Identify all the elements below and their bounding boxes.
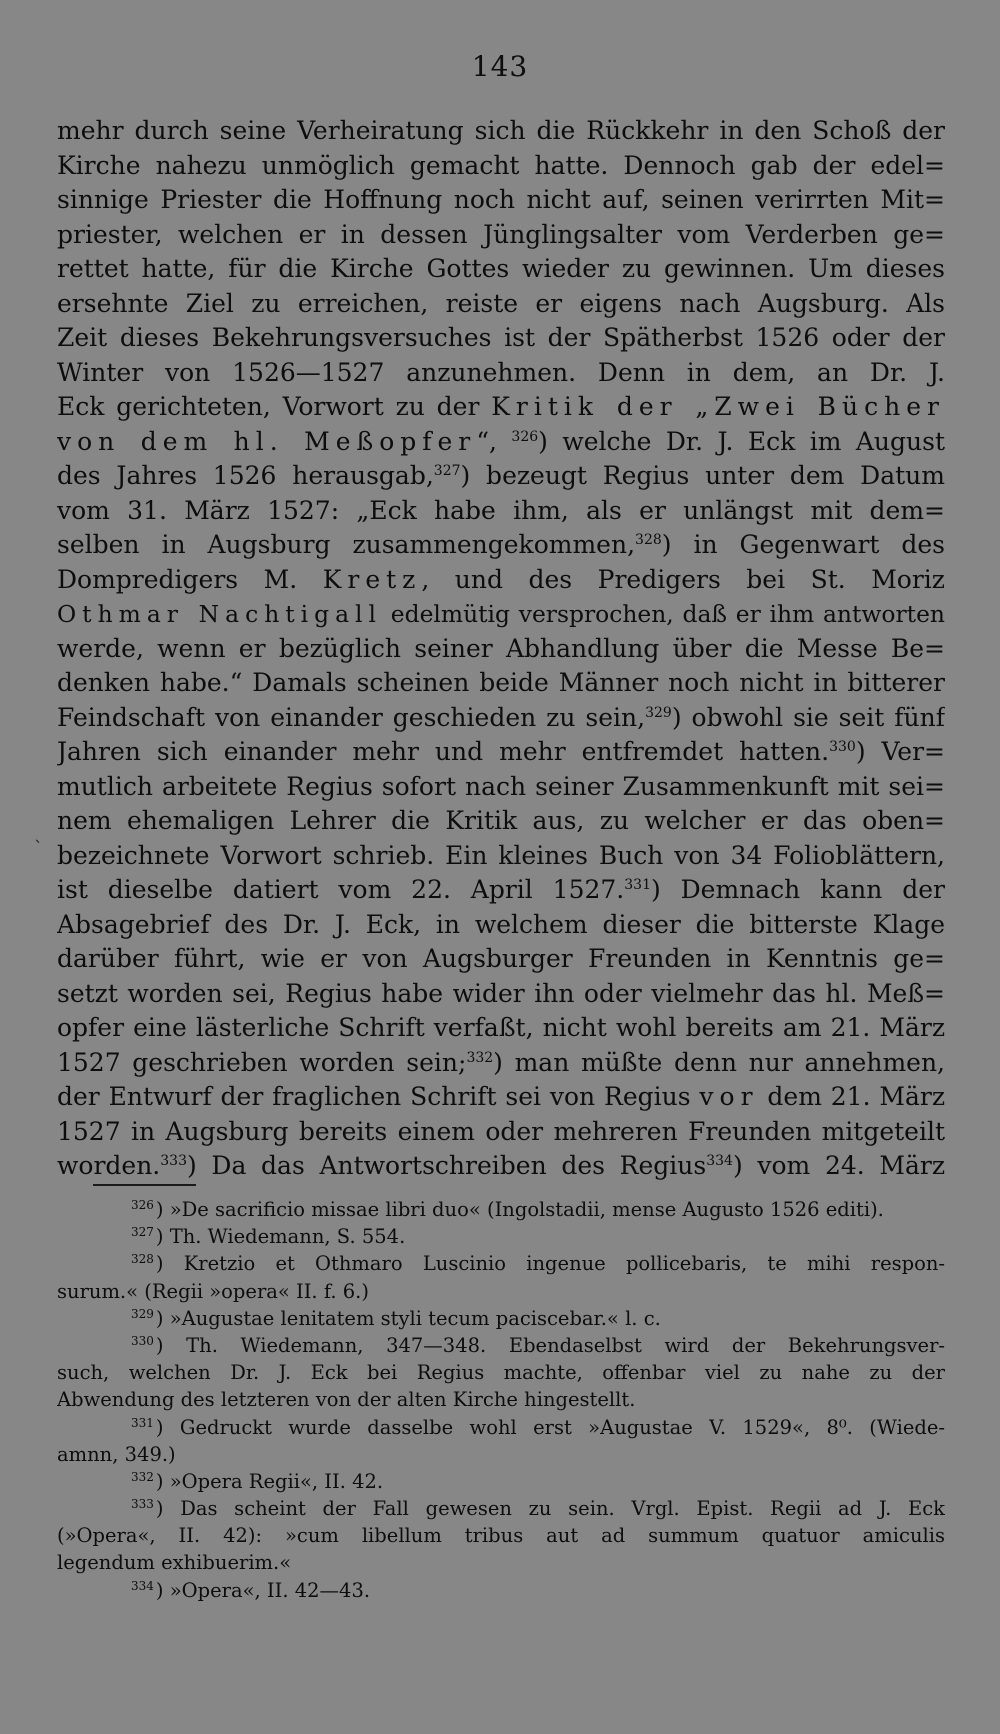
- footnote-entry: [57, 1468, 945, 1495]
- footnote-marker: 327: [131, 1225, 154, 1240]
- footnote-continuation: [57, 1549, 945, 1576]
- text-line: [57, 701, 945, 736]
- text-run: 1527 geschrieben worden sein;: [57, 1047, 467, 1077]
- footnote-continuation: [57, 1359, 945, 1386]
- text-run: ) man müßte denn nur annehmen,: [493, 1047, 945, 1077]
- text-run: werde, wenn er bezüglich seiner Abhandlung über die Messe Be=: [57, 633, 945, 663]
- emphasized-text: Kretz: [322, 564, 422, 594]
- text-run: Jahren sich einander mehr und mehr entfremdet hatten.: [57, 737, 830, 766]
- footnote-text: Th. Wiedemann, S. 554.: [169, 1225, 406, 1249]
- text-run: ) vom 24. März: [732, 1151, 945, 1180]
- text-run: mutlich arbeitete Regius sofort nach seiner Zusammenkunft mit sei=: [57, 771, 945, 801]
- text-line: [57, 632, 945, 667]
- footnote-text: Th. Wiedemann, 347—348. Ebendaselbst wird der Bekehrungsver-: [186, 1333, 945, 1357]
- text-run: priester, welchen er in dessen Jünglingsalter vom Verderben ge=: [57, 219, 945, 249]
- footnote-marker: 334: [131, 1578, 154, 1593]
- text-run: bezeichnete Vorwort schrieb. Ein kleines Buch von 34 Folioblättern,: [57, 840, 945, 870]
- footnote-marker: 332: [131, 1469, 154, 1484]
- text-line: [57, 218, 945, 253]
- text-run: setzt worden sei, Regius habe wider ihn oder vielmehr das hl. Meß=: [57, 978, 945, 1008]
- text-line: [57, 425, 945, 460]
- footnote-reference[interactable]: 326: [511, 428, 539, 445]
- text-run: selben in Augsburg zusammengekommen,: [57, 530, 636, 559]
- footnote-text: Kretzio et Othmaro Luscinio ingenue pollicebaris, te mihi respon-: [183, 1252, 945, 1276]
- footnote-continuation: [57, 1278, 945, 1305]
- text-run: ) bezeugt Regius unter dem Datum: [460, 461, 945, 490]
- footnote-marker: 329: [131, 1306, 154, 1321]
- text-run: vom 31. März 1527: „Eck habe ihm, als er unlängst mit dem=: [57, 495, 945, 525]
- footnote-continuation: [57, 1441, 945, 1468]
- text-run: edelmütig versprochen, daß er ihm antworten: [382, 600, 945, 628]
- footnote-text: »Augustae lenitatem styli tecum paciscebar.« l. c.: [169, 1306, 661, 1330]
- footnote-marker: 326: [131, 1198, 154, 1212]
- text-run: ) Da das Antwortschreiben des Regius: [186, 1151, 707, 1180]
- text-line: [57, 287, 945, 322]
- footnote-entry: [57, 1250, 945, 1277]
- footnote-reference[interactable]: 330: [829, 739, 856, 755]
- footnote-entry: [57, 1332, 945, 1359]
- text-run: darüber führt, wie er von Augsburger Freunden in Kenntnis ge=: [57, 944, 945, 973]
- text-line: [57, 597, 945, 632]
- text-line: [57, 839, 945, 874]
- text-line: [57, 390, 945, 425]
- footnote-text: »De sacrificio missae libri duo« (Ingolstadii, mense Augusto 1526 editi).: [169, 1198, 884, 1221]
- text-run: worden.: [57, 1151, 161, 1180]
- text-line: [57, 908, 945, 943]
- text-run: ) Demnach kann der: [650, 875, 945, 904]
- footnote-entry: [57, 1196, 945, 1223]
- text-run: Eck gerichteten, Vorwort zu der: [57, 392, 492, 421]
- footnote-continuation: [57, 1386, 945, 1413]
- text-line: [57, 252, 945, 287]
- text-run: Dompredigers M.: [57, 564, 323, 594]
- footnote-continuation: [57, 1522, 945, 1549]
- text-run: der Entwurf der fraglichen Schrift sei von Regius: [57, 1082, 700, 1111]
- text-line: [57, 321, 945, 356]
- emphasized-text: Kritik der „Zwei Bücher: [491, 392, 945, 421]
- text-run: rettet hatte, für die Kirche Gottes wieder zu gewinnen. Um dieses: [57, 254, 945, 283]
- text-line: [57, 563, 945, 598]
- footnote-text: amnn, 349.): [57, 1442, 176, 1466]
- text-run: mehr durch seine Verheiratung sich die Rückkehr in den Schoß der: [57, 116, 945, 145]
- text-run: 1527 in Augsburg bereits einem oder mehreren Freunden mitgeteilt: [57, 1116, 945, 1146]
- text-line: [57, 942, 945, 977]
- text-line: [57, 977, 945, 1012]
- footnote-text: legendum exhibuerim.«: [57, 1551, 292, 1575]
- footnote-marker: 328: [131, 1252, 154, 1267]
- emphasized-text: Othmar Nachtigall: [57, 600, 383, 628]
- text-line: [57, 666, 945, 701]
- text-run: “,: [476, 426, 512, 456]
- footnote-reference[interactable]: 331: [624, 877, 651, 893]
- stray-mark: `: [34, 838, 43, 859]
- footnote-text: such, welchen Dr. J. Eck bei Regius machte, offenbar viel zu nahe zu der: [57, 1361, 945, 1385]
- text-run: dem 21. März: [758, 1082, 945, 1111]
- text-line: [57, 114, 945, 149]
- text-run: Absagebrief des Dr. J. Eck, in welchem dieser die bitterste Klage: [57, 909, 945, 939]
- text-line: [57, 735, 945, 770]
- text-line: [57, 528, 945, 563]
- text-line: [57, 1080, 945, 1115]
- text-run: Winter von 1526—1527 anzunehmen. Denn in dem, an Dr. J.: [57, 357, 945, 387]
- text-line: [57, 183, 945, 218]
- footnote-marker: 330: [131, 1333, 154, 1348]
- footnote-text: »Opera«, II. 42—43.: [169, 1578, 371, 1602]
- footnote-separator: [93, 1184, 196, 1186]
- text-line: [57, 1011, 945, 1046]
- footnote-marker-paren: ): [155, 1306, 170, 1330]
- text-run: Zeit dieses Bekehrungsversuches ist der Spätherbst 1526 oder der: [57, 323, 945, 352]
- text-line: [57, 770, 945, 805]
- footnote-text: Das scheint der Fall gewesen zu sein. Vrgl. Epist. Regii ad J. Eck: [180, 1497, 945, 1521]
- text-run: denken habe.“ Damals scheinen beide Männer noch nicht in bitterer: [57, 668, 945, 697]
- text-run: ) obwohl sie seit fünf: [671, 702, 945, 732]
- footnote-reference[interactable]: 327: [433, 463, 461, 479]
- emphasized-text: von dem hl. Meßopfer: [57, 426, 477, 456]
- text-line: [57, 494, 945, 529]
- footnote-marker: 331: [131, 1415, 154, 1430]
- emphasized-text: vor: [699, 1082, 759, 1111]
- text-line: [57, 1149, 945, 1184]
- footnote-entry: [57, 1495, 945, 1522]
- footnote-marker-paren: ): [155, 1252, 184, 1276]
- footnote-text: Gedruckt wurde dasselbe wohl erst »Augustae V. 1529«, 8⁰. (Wiede-: [179, 1415, 945, 1439]
- text-run: Feindschaft von einander geschieden zu sein,: [57, 702, 646, 732]
- footnote-text: »Opera Regii«, II. 42.: [169, 1469, 384, 1493]
- text-run: nem ehemaligen Lehrer die Kritik aus, zu welcher er das oben=: [57, 806, 945, 835]
- text-run: , und des Predigers bei St. Moriz: [421, 564, 945, 594]
- text-run: sinnige Priester die Hoffnung noch nicht auf, seinen verirrten Mit=: [57, 185, 945, 214]
- text-line: [57, 459, 945, 494]
- text-line: [57, 873, 945, 908]
- text-line: [57, 149, 945, 184]
- footnote-marker: 333: [131, 1497, 154, 1512]
- text-run: ) Ver=: [855, 737, 945, 766]
- footnote-text: surum.« (Regii »opera« II. f. 6.): [57, 1279, 369, 1303]
- footnote-entry: [57, 1577, 945, 1604]
- footnote-entry: [57, 1305, 945, 1332]
- footnotes: [57, 1196, 945, 1604]
- footnote-marker-paren: ): [155, 1333, 187, 1357]
- text-line: [57, 356, 945, 391]
- footnote-reference[interactable]: 333: [160, 1153, 187, 1169]
- footnote-text: (»Opera«, II. 42): »cum libellum tribus aut ad summum quatuor amiculis: [57, 1524, 945, 1548]
- text-run: ist dieselbe datiert vom 22. April 1527.: [57, 875, 625, 904]
- footnote-marker-paren: ): [155, 1578, 170, 1602]
- page-number: 143: [471, 50, 529, 83]
- footnote-reference[interactable]: 328: [635, 532, 662, 548]
- text-line: [57, 1115, 945, 1150]
- text-run: opfer eine lästerliche Schrift verfaßt, nicht wohl bereits am 21. März: [57, 1013, 945, 1042]
- footnote-entry: [57, 1223, 945, 1250]
- text-run: Kirche nahezu unmöglich gemacht hatte. Dennoch gab der edel=: [57, 150, 945, 180]
- text-line: [57, 1046, 945, 1081]
- text-line: [57, 804, 945, 839]
- footnote-marker-paren: ): [155, 1469, 170, 1493]
- footnote-marker-paren: ): [155, 1415, 180, 1439]
- text-run: ) welche Dr. J. Eck im August: [538, 426, 945, 456]
- footnote-reference[interactable]: 334: [706, 1153, 733, 1169]
- text-run: des Jahres 1526 herausgab,: [57, 461, 434, 490]
- footnote-marker-paren: ): [155, 1198, 170, 1221]
- footnote-entry: [57, 1414, 945, 1441]
- footnote-marker-paren: ): [155, 1497, 181, 1521]
- footnote-reference[interactable]: 329: [645, 704, 672, 721]
- footnote-text: Abwendung des letzteren von der alten Kirche hingestellt.: [57, 1388, 636, 1412]
- footnote-reference[interactable]: 332: [466, 1049, 494, 1066]
- body-text: [57, 114, 945, 1184]
- text-run: ersehnte Ziel zu erreichen, reiste er eigens nach Augsburg. Als: [57, 288, 945, 318]
- text-run: ) in Gegenwart des: [661, 530, 945, 559]
- footnote-marker-paren: ): [155, 1225, 170, 1249]
